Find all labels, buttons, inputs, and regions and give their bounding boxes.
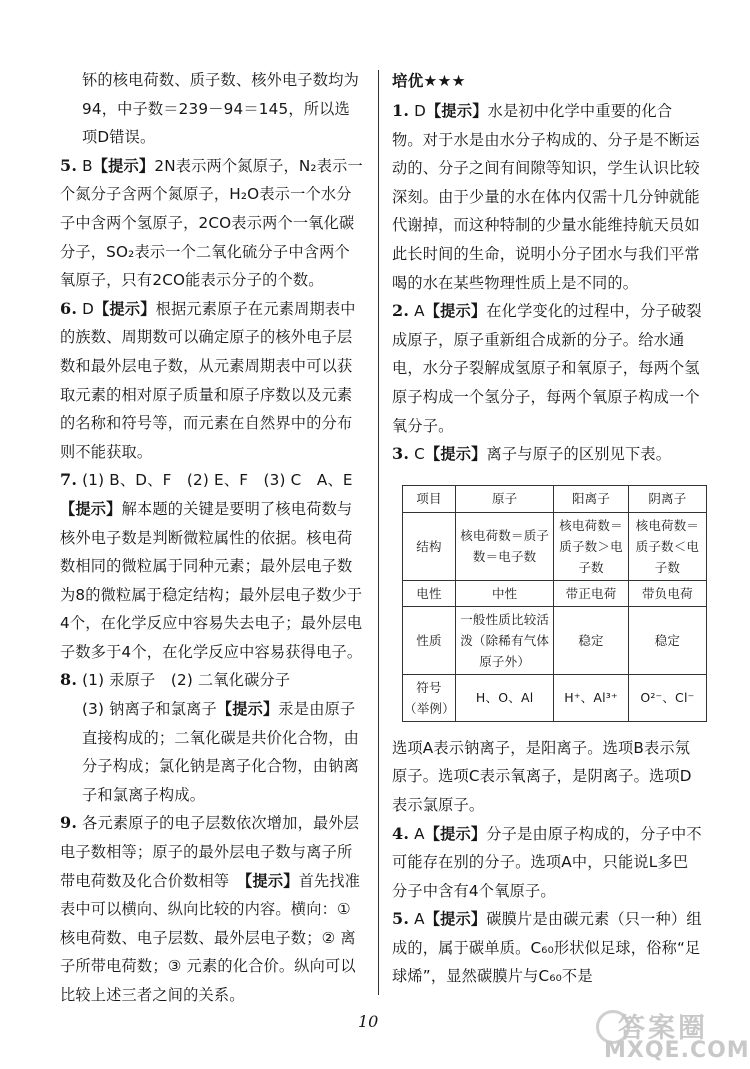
table-cell: 带负电荷 — [628, 580, 706, 606]
table-cell: 结构 — [403, 512, 456, 580]
answer-number: 8. — [60, 670, 78, 690]
table-cell: 电性 — [403, 580, 456, 606]
answer-item — [392, 820, 702, 906]
hint-label: 【提示】 — [424, 302, 487, 321]
table-cell: 一般性质比较活泼（除稀有气体原子外） — [456, 606, 554, 674]
answer-text: 首先找准表中可以横向、纵向比较的内容。横向：① 核电荷数、电子层数、最外层电子数；② 离子所带电荷数；③ 元素的化合价。纵向可以比较上述三者之间的关系。 — [60, 871, 361, 1004]
answer-text: 分子是由原子构成的，分子中不可能存在别的分子。选项A中，只能说L多巴分子中含有4个氧原子。 — [392, 824, 702, 900]
answers-before-table — [392, 97, 702, 469]
answer-text: (1) B、D、F (2) E、F (3) C A、E — [82, 471, 353, 490]
answer-number: 2. — [392, 301, 410, 321]
table-cell: H⁺、Al³⁺ — [554, 674, 629, 721]
answer-text: 解本题的关键是要明了核电荷数与核外电子数是判断微粒属性的依据。核电荷数相同的微粒属于同种元素；最外层电子数为8的微粒属于稳定结构；最外层电子数少于4个，在化学反应中容易失去电子；最外层电子数多于4个，在化学反应中容易获得电子。 — [60, 499, 363, 661]
table-cell: 带正电荷 — [554, 580, 629, 606]
table-cell: 性质 — [403, 606, 456, 674]
answer-item — [60, 809, 365, 1009]
answer-number: 1. — [392, 101, 410, 120]
table-cell: 核电荷数＝质子数＝电子数 — [456, 512, 554, 580]
left-column — [60, 66, 365, 1010]
answer-item — [60, 695, 365, 809]
answer-text: 钚的核电荷数、质子数、核外电子数均为94，中子数＝239－94＝145，所以选项D错误。 — [82, 71, 359, 147]
answer-number: 7. — [60, 470, 78, 490]
table-row — [403, 580, 707, 606]
hint-label: 【提示】 — [424, 824, 487, 843]
answer-text: 水是初中化学中重要的化合物。对于水是由水分子构成的、分子是不断运动的、分子之间有间隙等知识，学生认识比较深刻。由于少量的水在体内仅需十几分钟就能代谢掉，而这种特制的少量水能维持航天员如此长时间的生命，说明小分子团水与我们平常喝的水在某些物理性质上是不同的。 — [392, 102, 700, 292]
table-cell: 稳定 — [554, 606, 629, 674]
answer-number: 9. — [60, 813, 78, 833]
table-row — [403, 606, 707, 674]
answer-text: 各元素原子的电子层数依次增加，最外层电子数相等；原子的最外层电子数与离子所带电荷数及化合价数相等 — [60, 814, 360, 890]
answer-number: 6. — [60, 298, 78, 318]
answer-text: D — [82, 299, 95, 318]
answer-text: A — [414, 302, 425, 321]
column-divider — [378, 70, 379, 995]
answer-text: C — [414, 445, 425, 464]
table-cell: 符号（举例） — [403, 674, 456, 721]
answer-item — [392, 734, 702, 820]
answer-text: 选项A表示钠离子，是阳离子。选项B表示氖原子。选项C表示氧离子，是阴离子。选项D表示氯原子。 — [392, 738, 692, 814]
answer-text: 根据元素原子在元素周期表中的族数、周期数可以确定原子的核外电子层数和最外层电子数，从元素周期表中可以获取元素的相对原子质量和原子序数以及元素的名称和符号等，而元素在自然界中的分布则不能获取。 — [60, 299, 356, 461]
answer-number: 5. — [60, 155, 78, 175]
hint-label: 【提示】 — [244, 871, 299, 890]
table-header-cell: 项目 — [403, 485, 456, 512]
table-cell: 核电荷数＝质子数＞电子数 — [554, 512, 629, 580]
answer-text: A — [414, 910, 425, 929]
answer-text: 离子与原子的区别见下表。 — [486, 445, 672, 464]
answer-text: B — [82, 156, 93, 175]
table-cell: 核电荷数＝质子数＜电子数 — [628, 512, 706, 580]
hint-label: 【提示】 — [426, 102, 488, 120]
hint-label: 【提示】 — [424, 910, 487, 929]
table-cell: 稳定 — [628, 606, 706, 674]
answer-item — [60, 495, 365, 667]
answers-after-table — [392, 734, 702, 991]
answer-item — [60, 466, 365, 495]
answer-item — [392, 440, 702, 469]
hint-label: 【提示】 — [94, 299, 156, 318]
answer-number: 5. — [392, 909, 410, 929]
answer-text: 汞是由原子直接构成的；二氧化碳是共价化合物，由分子构成；氯化钠是离子化合物，由钠离子和氯离子构成。 — [82, 700, 359, 804]
answer-text: (1) 汞原子 (2) 二氧化碳分子 — [82, 671, 291, 690]
table-cell: O²⁻、Cl⁻ — [628, 674, 706, 721]
table-row — [403, 674, 707, 721]
hint-label: 【提示】 — [92, 156, 155, 175]
answer-text: 碳膜片是由碳元素（只一种）组成的，属于碳单质。C₆₀形状似足球，俗称“足球烯”，显然碳膜片与C₆₀不是 — [392, 910, 702, 986]
table-cell: H、O、Al — [456, 674, 554, 721]
hint-label: 【提示】 — [216, 700, 279, 719]
ion-atom-comparison-table — [402, 485, 707, 722]
answer-item — [60, 666, 365, 695]
answer-text: (3) 钠离子和氯离子 — [82, 700, 217, 719]
answer-text: 在化学变化的过程中，分子破裂成原子，原子重新组合成新的分子。给水通电，水分子裂解成氢原子和氧原子，每两个氢原子构成一个氢分子，每两个氧原子构成一个氧分子。 — [392, 302, 702, 435]
table-header-cell: 阴离子 — [628, 485, 706, 512]
answer-item — [60, 66, 365, 152]
answer-item — [392, 297, 702, 440]
answer-item — [60, 152, 365, 295]
answer-text: A — [414, 824, 425, 843]
watermark-url: MXQE.COM — [604, 1038, 750, 1063]
answer-item — [392, 97, 702, 297]
section-heading: 培优★★★ — [392, 72, 466, 90]
answer-number: 4. — [392, 823, 410, 843]
hint-label: 【提示】 — [60, 499, 122, 518]
answer-text: D — [414, 102, 427, 120]
table-header-row — [403, 485, 707, 512]
watermark-text: 答案圈 — [618, 1013, 708, 1044]
table-row — [403, 512, 707, 580]
right-column — [392, 66, 702, 991]
page-number: 10 — [358, 1012, 379, 1031]
hint-label: 【提示】 — [424, 445, 487, 464]
answer-item — [392, 905, 702, 991]
answer-item — [60, 295, 365, 467]
watermark-logo — [596, 1006, 750, 1066]
answer-number: 3. — [392, 444, 410, 464]
table-header-cell: 原子 — [456, 485, 554, 512]
table-cell: 中性 — [456, 580, 554, 606]
table-header-cell: 阳离子 — [554, 485, 629, 512]
answer-text: 2N表示两个氮原子，N₂表示一个氮分子含两个氮原子，H₂O表示一个水分子中含两个氢原子，2CO表示两个一氧化碳分子，SO₂表示一个二氧化硫分子中含两个氧原子，只有2CO能表示分子的个数。 — [60, 156, 363, 290]
